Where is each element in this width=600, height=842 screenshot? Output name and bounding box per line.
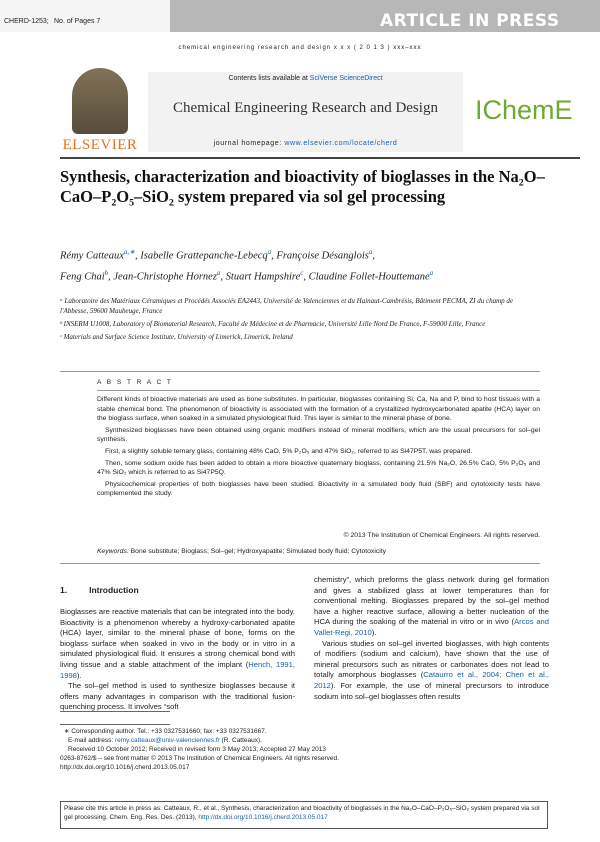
abstract-top-rule: [60, 371, 540, 372]
abstract-paragraph: Synthesized bioglasses have been obtained using organic modifiers instead of mineral modifiers, which are the usual precursors for sol–gel synthesis.: [97, 426, 540, 444]
body-paragraph: [60, 607, 295, 681]
section-heading: [60, 585, 161, 595]
journal-title: Chemical Engineering Research and Design: [173, 100, 438, 116]
author-name[interactable]: Claudine Follet-Houttemane: [308, 271, 430, 282]
keywords-list: Bone substitute; Bioglass; Sol–gel; Hydroxyapatite; Simulated body fluid; Cytotoxicity: [130, 548, 387, 555]
copyright-line: © 2013 The Institution of Chemical Engineers. All rights reserved.: [343, 532, 540, 539]
author-name[interactable]: Stuart Hampshire: [225, 271, 301, 282]
issn-line: 0263-8762/$ – see front matter © 2013 The Institution of Chemical Engineers. All rights reserved.: [60, 755, 339, 762]
abstract-heading: A B S T R A C T: [97, 379, 173, 386]
icheme-logo: IChemE: [475, 95, 573, 125]
affiliation-item: ᵃ Laboratoire des Matériaux Céramiques et Procédés Associés EA2443, Université de Valenciennes et du Hainaut-Cambrésis, Bâtiment PECMA, ZI du champ de l'Abbesse, 59600 Maubeuge, France: [60, 297, 513, 315]
email-prefix: E-mail address:: [68, 737, 115, 744]
email-suffix: (R. Catteaux).: [219, 737, 262, 744]
header-divider: [60, 157, 580, 159]
footnote-divider: [60, 724, 170, 725]
citation-body: Please cite this article in press as: Catteaux, R., et al., Synthesis, characterization and bioactivity of bioglasses in the Na₂O–CaO–P₂O₅–SiO₂ system prepared via sol gel processing. Chem. Eng. Res. Des. (2013),: [64, 805, 540, 821]
affiliation-item: ᶜ Materials and Surface Science Institute, University of Limerick, Limerick, Ireland: [60, 333, 293, 341]
author-name[interactable]: Isabelle Grattepanche-Lebecq: [140, 250, 268, 262]
email-link[interactable]: remy.catteaux@univ-valenciennes.fr: [114, 737, 220, 744]
banner-left-panel: [0, 0, 170, 32]
email-note: [60, 736, 560, 745]
abstract-heading-rule: [97, 390, 540, 391]
author-affiliation-mark[interactable]: c: [300, 268, 304, 277]
abstract-paragraph: Physicochemical properties of both bioglasses have been studied. Bioactivity in a simulated body fluid (SBF) and cytotoxicity tests have complemented the study.: [97, 480, 540, 498]
author-name[interactable]: Françoise Désanglois: [276, 250, 369, 262]
author-affiliation-mark[interactable]: a: [216, 268, 221, 277]
keywords-label: Keywords:: [97, 548, 129, 555]
contents-line: [148, 75, 463, 82]
paragraph-text: chemistry”, which preforms the glass network during gel formation and gives a stabilized glass at lower temperatures than for conventional melting. Bioglasses prepared by the sol–gel method have a higher reactive surface, allowing a better nucleation of the HCA during the soaking of the material in vitro or in vivo (: [314, 575, 549, 627]
right-column: [314, 575, 549, 702]
author-list: Rémy Catteaux$^{a,∗}$, Isabelle Grattepanche-Lebecq$^a$, Françoise Désanglois$^a$, Feng Chai$^b$, Jean-Christophe Hornez$^a$, Stuart Hampshire$^c$, Claudine Follet-Houttemane$^a$: [60, 248, 434, 282]
footnote-block: [60, 727, 560, 772]
homepage-prefix: journal homepage:: [213, 140, 285, 147]
affiliation-item: ᵇ INSERM U1008, Laboratory of Biomaterial Research, Faculté de Médecine et de Pharmacie, Université Lille Nord De France, F-59000 Lille, France: [60, 320, 486, 328]
homepage-link[interactable]: www.elsevier.com/locate/cherd: [284, 140, 398, 147]
footnote-rule: [60, 711, 170, 712]
author-name[interactable]: Rémy Catteaux: [60, 250, 124, 262]
abstract-bottom-rule: [60, 563, 540, 564]
paragraph-text: ). For example, the use of mineral precursors to introduce sodium into sol–gel bioglasses often results: [314, 680, 549, 701]
paragraph-text: Various studies on sol–gel inverted bioglasses, with high contents of modifiers (sodium and calcium), have shown that the use of mineral precursors such as nitrates or carbonates does not lead to totally amorphous bioglasses (: [314, 638, 549, 680]
page-count: No. of Pages 7: [54, 18, 101, 25]
author-name[interactable]: Jean-Christophe Hornez: [113, 271, 217, 282]
sciencedirect-link[interactable]: SciVerse ScienceDirect: [309, 75, 383, 82]
body-paragraph: [314, 575, 549, 639]
corresponding-author-note: ∗ Corresponding author. Tel.: +33 0327531660; fax: +33 0327531667.: [64, 728, 267, 735]
publisher-logo: ELSEVIER: [62, 137, 138, 153]
left-column: [60, 607, 295, 713]
author-name[interactable]: Feng Chai: [60, 271, 105, 282]
paragraph-text: Bioglasses are reactive materials that can be integrated into the body. Bioactivity is a phenomenon whereby a hydroxy-carbonated apatite (HCA) layer, similar to the mineral phase of bone, forms on the bioglass surface when soaked in vivo in the body or in vitro in a simulated physiological fluid. It ensures a strong chemical bond with living tissue and a stable attachment of the implant (: [60, 607, 295, 669]
abstract-paragraph: First, a slightly soluble ternary glass, containing 48% CaO, 5% P₂O₅ and 47% SiO₂, referred to as Si47P5T, was prepared.: [105, 447, 473, 455]
received-dates: Received 10 October 2012; Received in revised form 3 May 2013; Accepted 27 May 2013: [68, 746, 326, 753]
article-in-press-label: ARTICLE IN PRESS: [380, 11, 560, 31]
author-affiliation-mark[interactable]: a: [368, 248, 373, 256]
author-affiliation-mark[interactable]: a,∗: [123, 248, 135, 256]
running-header: chemical engineering research and design x x x ( 2 0 1 3 ) xxx–xxx: [178, 45, 422, 51]
elsevier-tree-icon: [72, 68, 128, 134]
abstract-paragraph: Then, some sodium oxide has been added to obtain a more bioactive quaternary bioglass, containing 21.5% Na₂O, 26.5% CaO, 5% P₂O₅ and 47% SiO₂ which is referred to as Si47P5Q.: [97, 459, 540, 477]
homepage-line: [148, 140, 463, 147]
author-affiliation-mark[interactable]: a: [429, 268, 434, 277]
reference-link[interactable]: Arcos and Vallet-Regi, 2010: [314, 617, 549, 637]
contents-prefix: Contents lists available at: [228, 75, 310, 82]
citation-text: [64, 804, 544, 822]
keywords: [97, 548, 540, 555]
manuscript-code: CHERD-1253;: [4, 18, 49, 25]
body-paragraph: The sol–gel method is used to synthesize bioglasses because it offers many advantages in comparison with the traditional fusion-quenching process. It involves “soft: [60, 681, 295, 712]
section-number: 1.: [60, 585, 68, 595]
affiliations: [60, 296, 530, 345]
author-affiliation-mark[interactable]: a: [267, 248, 272, 256]
abstract-body: [97, 395, 540, 501]
reference-link[interactable]: Hench, 1991, 1998: [60, 659, 295, 680]
abstract-paragraph: Different kinds of bioactive materials are used as bone substitutes. In particular, bioglasses containing Si, Ca, Na and P, bind to host tissues with a stable chemical bond. The phenomenon of bioactivity is associated with the formation of a crystallized hydroxycarbonated apatite (HCA) layer on the bioglass surface, when soaked in a simulated physiological fluid. This layer is similar to the mineral phase of bone.: [97, 396, 540, 423]
reference-link[interactable]: Cataurro et al., 2004; Chen et al., 2012: [314, 670, 549, 690]
doi-line[interactable]: http://dx.doi.org/10.1016/j.cherd.2013.05.017: [60, 764, 190, 771]
author-affiliation-mark[interactable]: b: [104, 268, 109, 277]
paragraph-text: ).: [76, 670, 82, 680]
body-paragraph: [314, 639, 549, 703]
citation-doi-link[interactable]: http://dx.doi.org/10.1016/j.cherd.2013.05.017: [198, 814, 328, 821]
section-title: Introduction: [89, 585, 139, 595]
paper-title: Synthesis, characterization and bioactivity of bioglasses in the Na₂O–CaO–P₂O₅–SiO₂ system prepared via sol gel processing: [60, 167, 545, 206]
paragraph-text: ).: [371, 627, 377, 637]
